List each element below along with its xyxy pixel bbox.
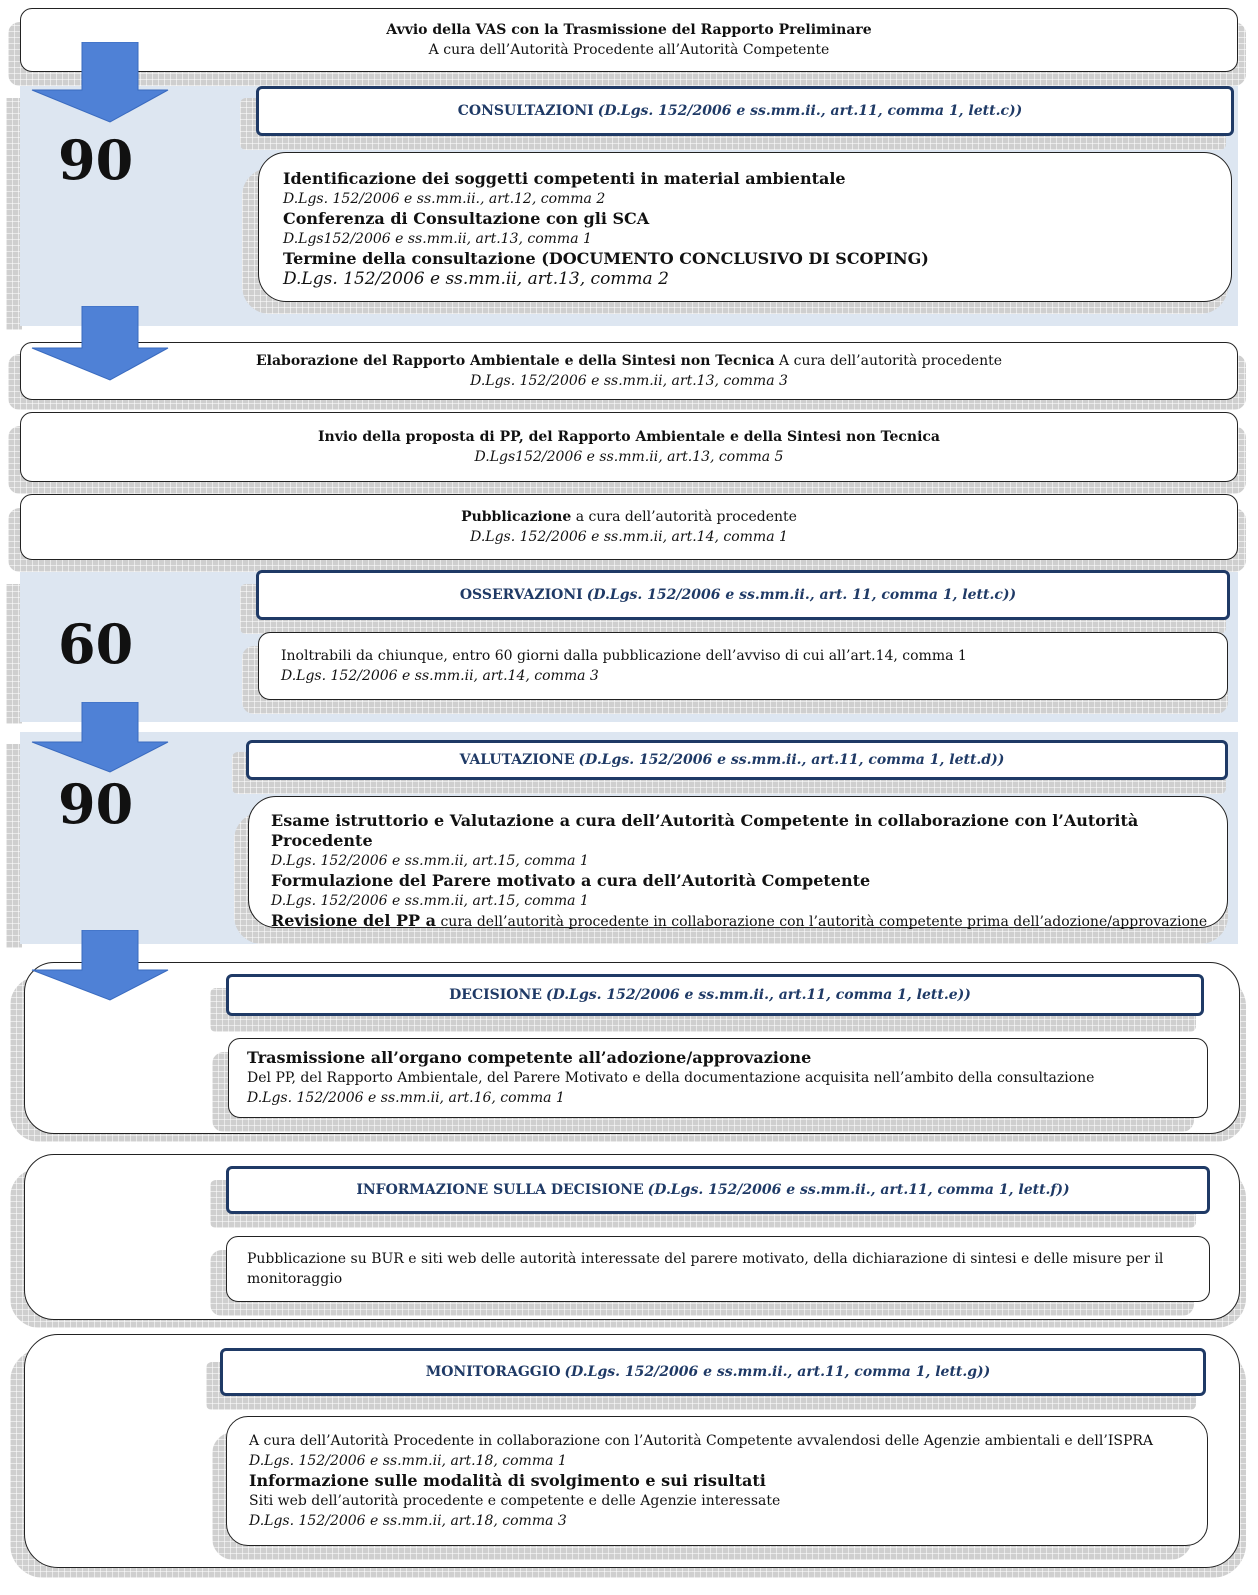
valutazione-line-2: D.Lgs. 152/2006 e ss.mm.ii, art.15, comma 1 (271, 853, 589, 869)
elaborazione-box (20, 342, 1238, 400)
osservazioni-header-label: OSSERVAZIONI (459, 587, 583, 603)
consultazioni-days: 90 (58, 128, 134, 192)
valutazione-revision-bold: Revisione del PP a (271, 911, 437, 930)
monitoraggio-header-ref: (D.Lgs. 152/2006 e ss.mm.ii., art.11, comma 1, lett.g)) (564, 1364, 991, 1380)
informazione-header (226, 1166, 1210, 1214)
pubblicazione-ref: D.Lgs. 152/2006 e ss.mm.ii, art.14, comma 1 (470, 529, 788, 545)
osservazioni-days: 60 (58, 612, 134, 676)
down-arrow-icon (30, 930, 170, 1002)
consultazioni-header (256, 86, 1234, 136)
monitoraggio-title-2: Informazione sulle modalità di svolgimento e sui risultati (249, 1471, 766, 1490)
consultazioni-line-3: Conferenza di Consultazione con gli SCA (283, 209, 650, 228)
decisione-text: Del PP, del Rapporto Ambientale, del Parere Motivato e della documentazione acquisita nell’ambito della consultazione (247, 1070, 1095, 1086)
pubblicazione-title: Pubblicazione (461, 509, 572, 525)
informazione-text: Pubblicazione su BUR e siti web delle autorità interessate del parere motivato, della dichiarazione di sintesi e delle misure per il monitoraggio (247, 1251, 1164, 1287)
invio-title: Invio della proposta di PP, del Rapporto Ambientale e della Sintesi non Tecnica (318, 429, 940, 445)
osservazioni-header-ref: (D.Lgs. 152/2006 e ss.mm.ii., art. 11, comma 1, lett.c)) (586, 587, 1017, 603)
elaborazione-by: A cura dell’autorità procedente (779, 353, 1003, 369)
monitoraggio-line-2: Siti web dell’autorità procedente e competente e delle Agenzie interessate (249, 1493, 781, 1509)
down-arrow-icon (30, 42, 170, 124)
decisione-body (228, 1038, 1208, 1118)
valutazione-header-ref: (D.Lgs. 152/2006 e ss.mm.ii., art.11, comma 1, lett.d)) (578, 752, 1005, 768)
decisione-title: Trasmissione all’organo competente all’adozione/approvazione (247, 1048, 812, 1067)
valutazione-body (248, 796, 1228, 928)
valutazione-line-1: Esame istruttorio e Valutazione a cura dell’Autorità Competente in collaborazione con l’Autorità Procedente (271, 811, 1139, 850)
osservazioni-body (258, 632, 1228, 700)
monitoraggio-line-1: A cura dell’Autorità Procedente in collaborazione con l’Autorità Competente avvalendosi delle Agenzie ambientali e dell’ISPRA (249, 1433, 1154, 1449)
start-subtitle: A cura dell’Autorità Procedente all’Autorità Competente (428, 42, 830, 58)
monitoraggio-body (226, 1416, 1208, 1546)
consultazioni-line-2: D.Lgs. 152/2006 e ss.mm.ii., art.12, comma 2 (283, 191, 606, 207)
decisione-header-label: DECISIONE (449, 987, 542, 1003)
invio-box (20, 412, 1238, 482)
consultazioni-line-1: Identificazione dei soggetti competenti in material ambientale (283, 169, 846, 188)
valutazione-header-label: VALUTAZIONE (459, 752, 575, 768)
monitoraggio-ref-2: D.Lgs. 152/2006 e ss.mm.ii, art.18, comma 3 (249, 1513, 567, 1529)
osservazioni-ref: D.Lgs. 152/2006 e ss.mm.ii, art.14, comma 3 (281, 668, 599, 684)
osservazioni-text: Inoltrabili da chiunque, entro 60 giorni dalla pubblicazione dell’avviso di cui all’art.14, comma 1 (281, 648, 967, 664)
consultazioni-line-5: Termine della consultazione (DOCUMENTO CONCLUSIVO DI SCOPING) (283, 249, 929, 268)
down-arrow-icon (30, 306, 170, 382)
valutazione-line-4: D.Lgs. 152/2006 e ss.mm.ii, art.15, comma 1 (271, 893, 589, 909)
informazione-header-label: INFORMAZIONE SULLA DECISIONE (356, 1182, 644, 1198)
invio-ref: D.Lgs152/2006 e ss.mm.ii, art.13, comma 5 (474, 449, 784, 465)
decisione-header-ref: (D.Lgs. 152/2006 e ss.mm.ii., art.11, comma 1, lett.e)) (545, 987, 971, 1003)
elaborazione-ref: D.Lgs. 152/2006 e ss.mm.ii, art.13, comma 3 (470, 373, 788, 389)
consultazioni-header-ref: (D.Lgs. 152/2006 e ss.mm.ii., art.11, comma 1, lett.c)) (597, 103, 1023, 119)
pubblicazione-by: a cura dell’autorità procedente (575, 509, 797, 525)
decisione-header (226, 974, 1204, 1016)
valutazione-revision-rest: cura dell’autorità procedente in collaborazione con l’autorità competente prima dell’adozione/approvazione (440, 914, 1208, 930)
elaborazione-title: Elaborazione del Rapporto Ambientale e della Sintesi non Tecnica (255, 353, 775, 369)
valutazione-days: 90 (58, 772, 134, 836)
start-title: Avvio della VAS con la Trasmissione del Rapporto Preliminare (386, 22, 872, 38)
valutazione-header (246, 740, 1228, 780)
start-box (20, 8, 1238, 72)
consultazioni-header-label: CONSULTAZIONI (457, 103, 594, 119)
informazione-header-ref: (D.Lgs. 152/2006 e ss.mm.ii., art.11, comma 1, lett.f)) (647, 1182, 1070, 1198)
consultazioni-line-6: D.Lgs. 152/2006 e ss.mm.ii, art.13, comma 2 (283, 269, 669, 289)
down-arrow-icon (30, 702, 170, 774)
valutazione-line-3: Formulazione del Parere motivato a cura dell’Autorità Competente (271, 871, 871, 890)
informazione-body (226, 1236, 1210, 1302)
consultazioni-body (258, 152, 1232, 302)
monitoraggio-ref-1: D.Lgs. 152/2006 e ss.mm.ii, art.18, comma 1 (249, 1453, 567, 1469)
pubblicazione-box (20, 494, 1238, 560)
monitoraggio-header (220, 1348, 1206, 1396)
monitoraggio-header-label: MONITORAGGIO (425, 1364, 561, 1380)
consultazioni-line-4: D.Lgs152/2006 e ss.mm.ii, art.13, comma 1 (283, 231, 592, 247)
osservazioni-header (256, 570, 1230, 620)
decisione-ref: D.Lgs. 152/2006 e ss.mm.ii, art.16, comma 1 (247, 1090, 565, 1106)
